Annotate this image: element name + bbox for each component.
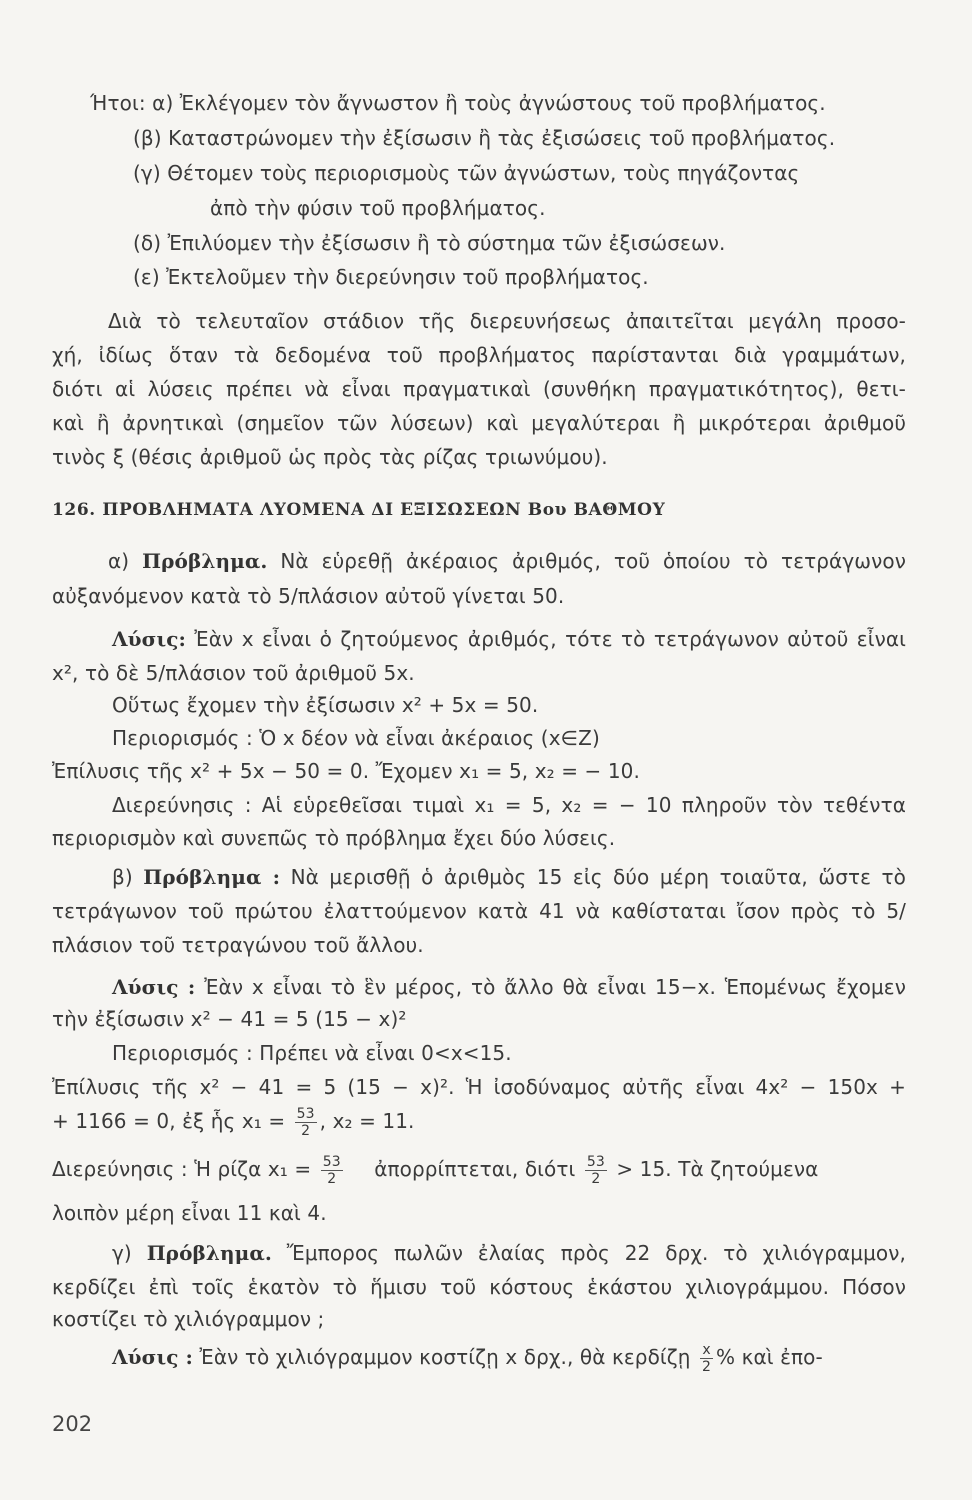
section-heading: 126. ΠΡΟΒΛΗΜΑΤΑ ΛΥΟΜΕΝΑ ΔΙ ΕΞΙΣΩΣΕΩΝ Βου ΒΑΘΜΟΥ [52,500,666,520]
problem-a-line-1 [108,548,906,574]
problem-a-word: Πρόβλημα. [142,549,268,573]
problem-c-label: γ) [112,1241,132,1265]
fraction-53-over-2 [321,1154,343,1187]
solution-a-line-7: περιορισμὸν καὶ συνεπῶς τὸ πρόβλημα ἔχει δύο λύσεις. [52,826,616,850]
fraction-numerator: 53 [296,1106,315,1122]
fraction-numerator: 53 [586,1154,605,1170]
intro-line-6: (ε) Ἐκτελοῦμεν τὴν διερεύνησιν τοῦ προβλήματος. [133,265,649,289]
intro-line-5: (δ) Ἐπιλύομεν τὴν ἐξίσωσιν ἢ τὸ σύστημα τῶν ἐξισώσεων. [133,231,726,255]
solution-a-text: Ἐὰν x εἶναι ὁ ζητούμενος ἀριθμός, τότε τὸ τετράγωνον αὐτοῦ εἶναι [185,627,906,651]
solution-b-line-6-mid: ἀπορρίπτεται, διότι [374,1157,576,1181]
problem-c-line-3: κοστίζει τὸ χιλιόγραμμον ; [52,1307,325,1331]
solution-b-line-5-end: , x₂ = 11. [319,1109,415,1133]
fraction-numerator: x [700,1342,713,1359]
solution-b-line-7: λοιπὸν μέρη εἶναι 11 καὶ 4. [52,1201,327,1225]
para-line-4: καὶ ἢ ἀρνητικαὶ (σημεῖον τῶν λύσεων) καὶ μεγαλύτεραι ἢ μικρότεραι ἀριθμοῦ [52,411,906,435]
problem-b-line-3: πλάσιον τοῦ τετραγώνου τοῦ ἄλλου. [52,933,424,957]
solution-b-line-6 [52,1154,818,1187]
fraction-x-over-2 [700,1342,713,1375]
solution-b-line-3: Περιορισμός : Πρέπει νὰ εἶναι 0<x<15. [112,1041,512,1065]
para-line-1: Διὰ τὸ τελευταῖον στάδιον τῆς διερευνήσεως ἀπαιτεῖται μεγάλη προσο- [108,309,906,333]
problem-c-word: Πρόβλημα. [146,1241,272,1265]
fraction-53-over-2 [585,1154,607,1187]
problem-c-line-2: κερδίζει ἐπὶ τοῖς ἑκατὸν τὸ ἥμισυ τοῦ κόστους ἑκάστου χιλιογράμμου. Πόσον [52,1275,906,1299]
solution-a-line-1 [112,626,906,652]
fraction-denominator: 2 [327,1171,337,1187]
fraction-denominator: 2 [591,1171,601,1187]
problem-b-label: β) [112,865,133,889]
solution-a-line-5: Ἐπίλυσις τῆς x² + 5x − 50 = 0. Ἔχομεν x₁ = 5, x₂ = − 10. [52,759,640,783]
problem-b-text: Νὰ μερισθῇ ὁ ἀριθμὸς 15 εἰς δύο μέρη τοιαῦτα, ὥστε τὸ [280,865,906,889]
solution-b-word: Λύσις : [112,975,196,999]
solution-a-word: Λύσις: [112,627,186,651]
fraction-53-over-2 [295,1106,317,1139]
solution-a-line-6: Διερεύνησις : Αἱ εὑρεθεῖσαι τιμαὶ x₁ = 5, x₂ = − 10 πληροῦν τὸν τεθέντα [112,793,906,817]
problem-a-text: Νὰ εὑρεθῇ ἀκέραιος ἀριθμός, τοῦ ὁποίου τὸ τετράγωνον [267,549,906,573]
fraction-denominator: 2 [702,1359,712,1375]
solution-c-text: Ἐὰν τὸ χιλιόγραμμον κοστίζῃ x δρχ., θὰ κερδίζῃ [193,1345,691,1369]
intro-line-3: (γ) Θέτομεν τοὺς περιορισμοὺς τῶν ἀγνώστων, τοὺς πηγάζοντας [133,161,800,185]
solution-b-line-2: τὴν ἐξίσωσιν x² − 41 = 5 (15 − x)² [52,1007,407,1031]
problem-c-line-1 [112,1240,906,1266]
page-number: 202 [52,1412,93,1436]
problem-b-line-2: τετράγωνον τοῦ πρώτου ἐλαττούμενον κατὰ 41 νὰ καθίσταται ἴσον πρὸς τὸ 5/ [52,899,906,923]
para-line-2: χή, ἰδίως ὅταν τὰ δεδομένα τοῦ προβλήματος παρίστανται διὰ γραμμάτων, [52,343,906,367]
solution-c-word: Λύσις : [112,1345,194,1369]
solution-c-line-1-end: % καὶ ἐπο- [716,1345,823,1369]
solution-b-line-1 [112,974,906,1000]
solution-c-line-1 [112,1342,823,1375]
para-line-3: διότι αἱ λύσεις πρέπει νὰ εἶναι πραγματικαὶ (συνθήκη πραγματικότητος), θετι- [52,377,906,401]
solution-b-line-4: Ἐπίλυσις τῆς x² − 41 = 5 (15 − x)². Ἡ ἰσοδύναμος αὐτῆς εἶναι 4x² − 150x + [52,1075,906,1099]
solution-b-line-6-start: Διερεύνησις : Ἡ ρίζα x₁ = [52,1157,312,1181]
problem-a-line-2: αὐξανόμενον κατὰ τὸ 5/πλάσιον αὐτοῦ γίνεται 50. [52,584,565,608]
solution-a-line-2: x², τὸ δὲ 5/πλάσιον τοῦ ἀριθμοῦ 5x. [52,661,415,685]
solution-b-line-5 [52,1106,415,1139]
problem-c-text: Ἔμπορος πωλῶν ἐλαίας πρὸς 22 δρχ. τὸ χιλιόγραμμον, [271,1241,906,1265]
solution-a-line-4: Περιορισμός : Ὁ x δέον νὰ εἶναι ἀκέραιος (x∈Z) [112,726,600,750]
para-line-5: τινὸς ξ (θέσις ἀριθμοῦ ὡς πρὸς τὰς ρίζας τριωνύμου). [52,445,608,469]
intro-line-2: (β) Καταστρώνομεν τὴν ἐξίσωσιν ἢ τὰς ἐξισώσεις τοῦ προβλήματος. [133,126,836,150]
solution-b-line-5-start: + 1166 = 0, ἐξ ἧς x₁ = [52,1109,286,1133]
problem-a-label: α) [108,549,130,573]
solution-b-line-6-end: > 15. Τὰ ζητούμενα [616,1157,819,1181]
solution-a-line-3: Οὕτως ἔχομεν τὴν ἐξίσωσιν x² + 5x = 50. [112,693,539,717]
intro-line-1: Ήτοι: α) Ἐκλέγομεν τὸν ἄγνωστον ἢ τοὺς ἀγνώστους τοῦ προβλήματος. [90,91,826,115]
intro-line-4: ἀπὸ τὴν φύσιν τοῦ προβλήματος. [210,196,546,220]
problem-b-line-1 [112,864,906,890]
fraction-numerator: 53 [322,1154,341,1170]
problem-b-word: Πρόβλημα : [143,865,281,889]
solution-b-text: Ἐὰν x εἶναι τὸ ἓν μέρος, τὸ ἄλλο θὰ εἶναι 15−x. Ἑπομένως ἔχομεν [195,975,906,999]
fraction-denominator: 2 [301,1123,311,1139]
